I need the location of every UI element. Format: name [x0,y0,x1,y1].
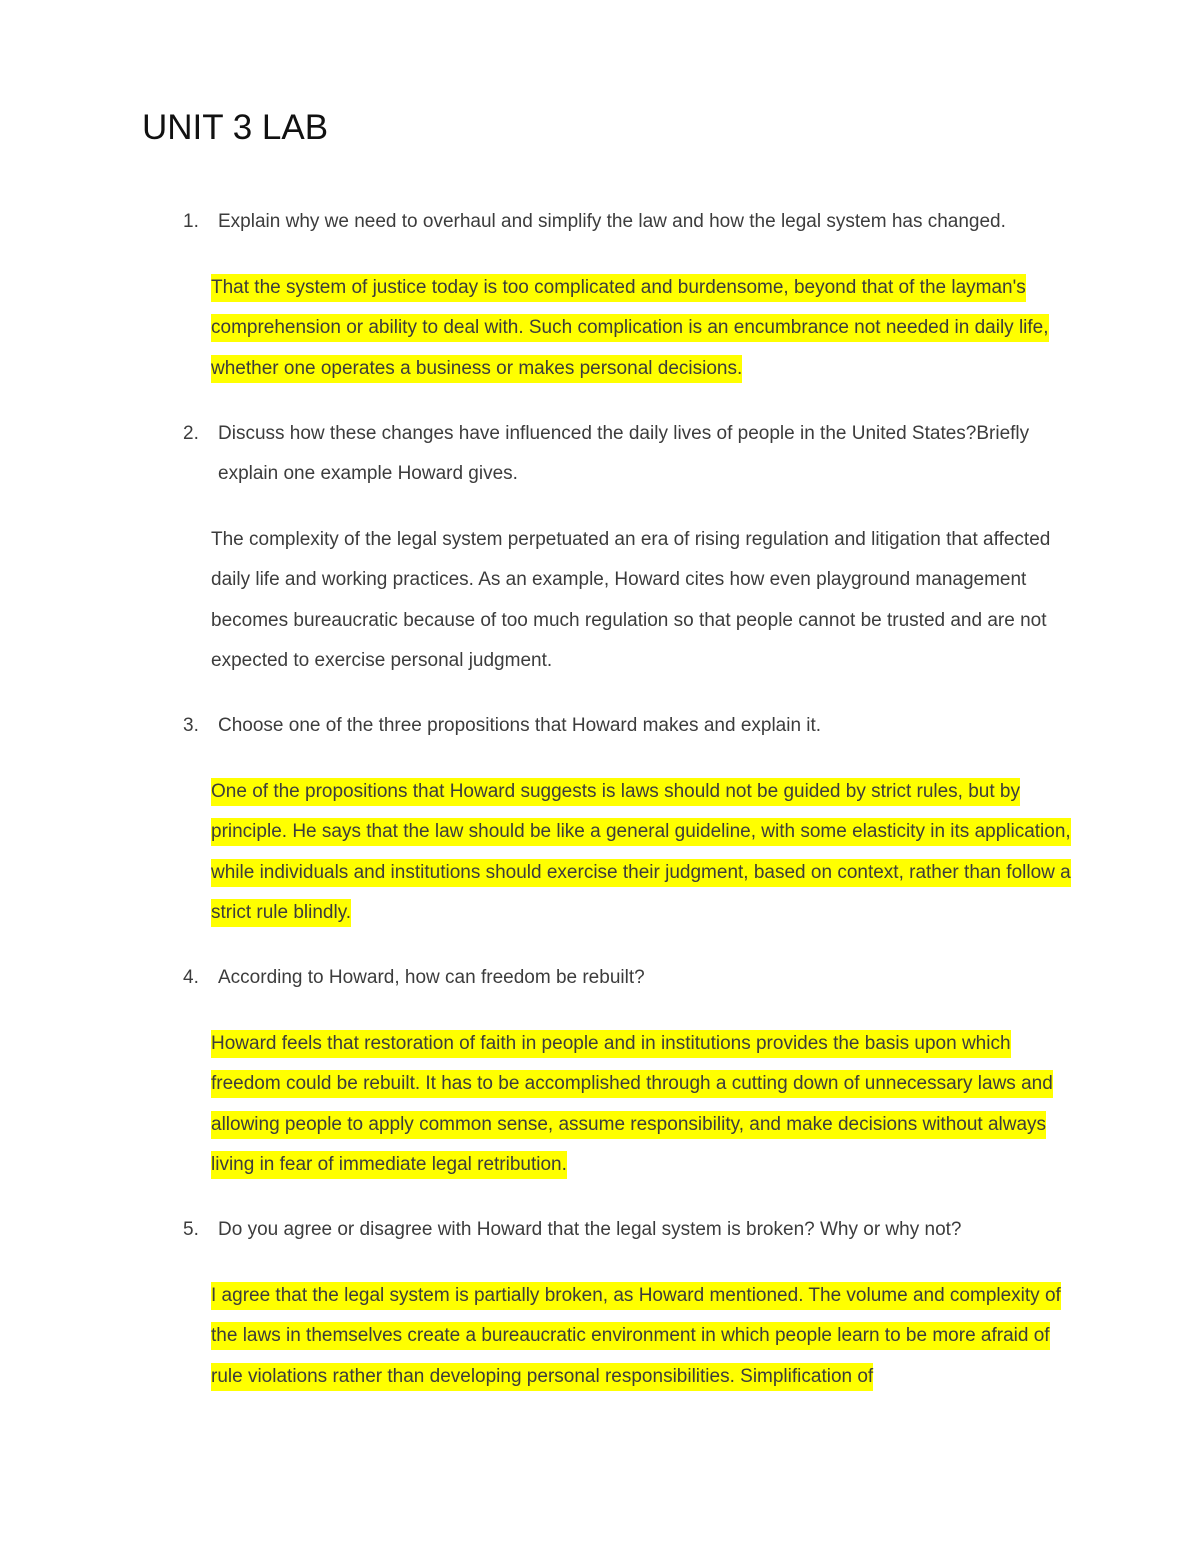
question-number: 1. [183,211,199,232]
question-number: 2. [183,423,199,444]
question-text: According to Howard, how can freedom be rebuilt? [218,967,645,988]
question-text: Do you agree or disagree with Howard that the legal system is broken? Why or why not? [218,1219,962,1240]
question-5 [183,1210,1083,1250]
highlighted-answer-text: That the system of justice today is too complicated and burdensome, beyond that of the layman's comprehension or ability to deal with. Such complication is an encumbrance not needed in daily life, whether one operates a business or makes personal decisions. [211,274,1049,383]
highlighted-answer-text: Howard feels that restoration of faith in people and in institutions provides the basis upon which freedom could be rebuilt. It has to be accomplished through a cutting down of unnecessary laws and allowing people to apply common sense, assume responsibility, and make decisions without always living in fear of immediate legal retribution. [211,1030,1053,1179]
answer-text: The complexity of the legal system perpetuated an era of rising regulation and litigation that affected daily life and working practices. As an example, Howard cites how even playground management becomes bureaucratic because of too much regulation so that people cannot be trusted and are not expected to exercise personal judgment. [211,529,1051,671]
answer-4 [211,1024,1071,1185]
question-number: 4. [183,967,199,988]
highlighted-answer-text: One of the propositions that Howard suggests is laws should not be guided by strict rules, but by principle. He says that the law should be like a general guideline, with some elasticity in its application, while individuals and institutions should exercise their judgment, based on context, rather than follow a strict rule blindly. [211,778,1071,927]
answer-3 [211,772,1071,933]
question-number: 5. [183,1219,199,1240]
question-text: Discuss how these changes have influenced the daily lives of people in the United States?Briefly explain one example Howard gives. [218,423,1030,484]
question-3 [183,706,1083,746]
answer-1 [211,268,1071,389]
question-number: 3. [183,715,199,736]
question-1 [183,202,1083,242]
answer-2 [211,520,1071,681]
question-4 [183,958,1083,998]
highlighted-answer-text: I agree that the legal system is partially broken, as Howard mentioned. The volume and complexity of the laws in themselves create a bureaucratic environment in which people learn to be more afraid of rule violations rather than developing personal responsibilities. Simplification of [211,1282,1061,1391]
question-2 [183,414,1083,494]
answer-5 [211,1276,1071,1397]
question-text: Explain why we need to overhaul and simplify the law and how the legal system has changed. [218,211,1006,232]
page-title: UNIT 3 LAB [142,108,329,147]
question-text: Choose one of the three propositions that Howard makes and explain it. [218,715,822,736]
